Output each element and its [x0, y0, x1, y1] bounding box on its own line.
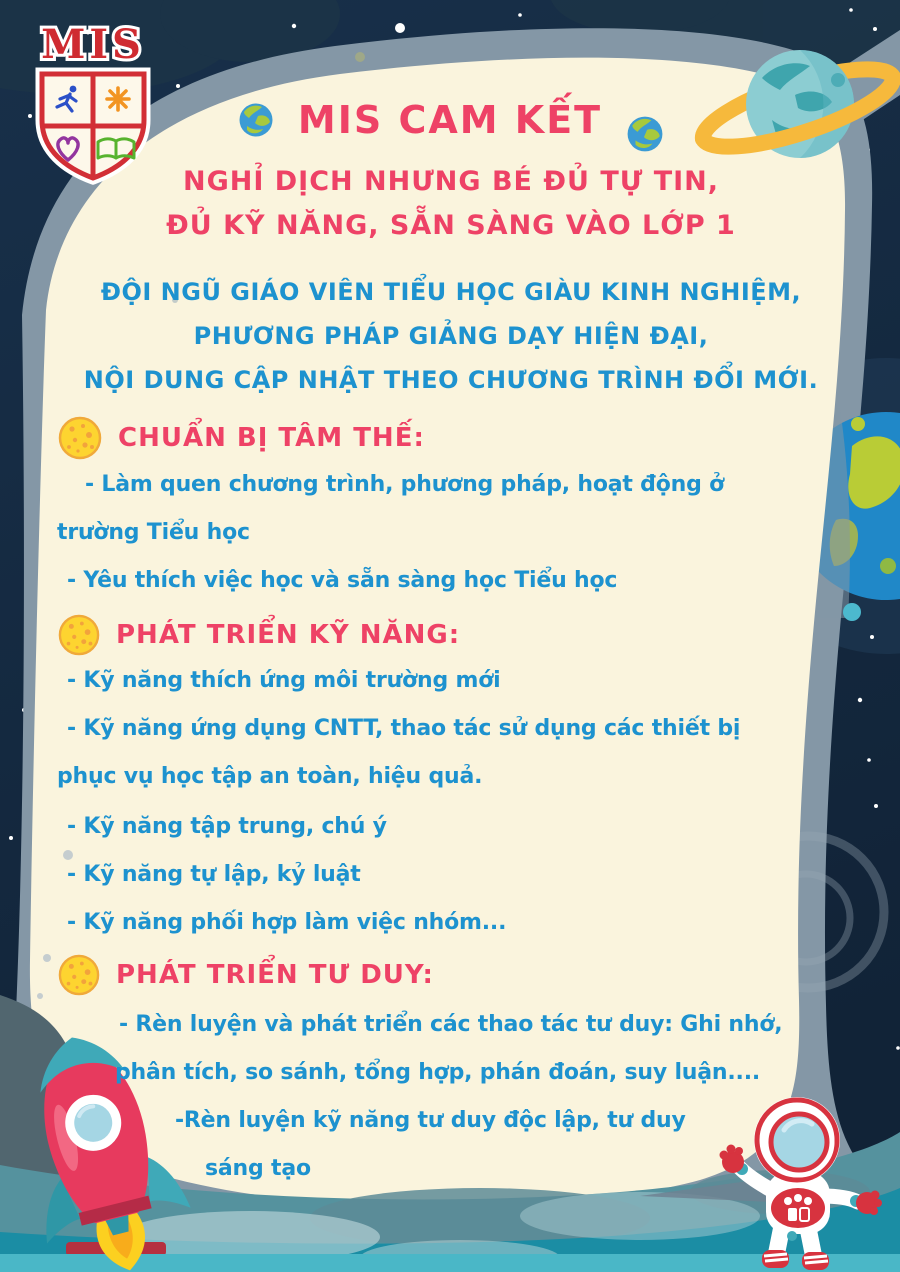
- section-heading: [58, 416, 425, 460]
- section-heading-text: PHÁT TRIỂN KỸ NĂNG:: [116, 620, 461, 650]
- earth-icon: [626, 115, 664, 153]
- bullet-line: -Rèn luyện kỹ năng tư duy độc lập, tư duy: [175, 1108, 686, 1133]
- bullet-line: - Kỹ năng tập trung, chú ý: [67, 814, 387, 839]
- bullet-line: - Kỹ năng ứng dụng CNTT, thao tác sử dụng các thiết bị: [67, 716, 741, 741]
- moon-icon: [58, 416, 102, 460]
- subtitle-line: NGHỈ DỊCH NHƯNG BÉ ĐỦ TỰ TIN,: [182, 166, 720, 197]
- bullet-line: - Kỹ năng phối hợp làm việc nhóm...: [67, 910, 507, 935]
- wrap-line: phục vụ học tập an toàn, hiệu quả.: [57, 764, 483, 789]
- bullet-line: - Làm quen chương trình, phương pháp, hoạt động ở: [85, 472, 725, 497]
- section-heading-text: CHUẨN BỊ TÂM THẾ:: [118, 423, 425, 453]
- bullet-line: - Yêu thích việc học và sẵn sàng học Tiểu học: [67, 568, 618, 593]
- wrap-line: phân tích, so sánh, tổng hợp, phán đoán, suy luận....: [115, 1060, 761, 1085]
- section-heading: [58, 954, 434, 996]
- intro-line: PHƯƠNG PHÁP GIẢNG DẠY HIỆN ĐẠI,: [193, 322, 709, 350]
- intro-line: ĐỘI NGŨ GIÁO VIÊN TIỂU HỌC GIÀU KINH NGHIỆM,: [100, 278, 802, 306]
- logo-text: MIS: [41, 21, 145, 68]
- bullet-line: - Kỹ năng thích ứng môi trường mới: [67, 668, 501, 693]
- bullet-line: - Rèn luyện và phát triển các thao tác tư duy: Ghi nhớ,: [119, 1012, 783, 1037]
- poster-title: MIS CAM KẾT: [297, 98, 603, 142]
- title-row: [56, 98, 846, 142]
- moon-icon: [58, 954, 100, 996]
- bullet-line: - Kỹ năng tự lập, kỷ luật: [67, 862, 361, 887]
- moon-icon: [58, 614, 100, 656]
- section-heading: [58, 614, 460, 656]
- wrap-line: sáng tạo: [205, 1156, 311, 1181]
- subtitle-line: ĐỦ KỸ NĂNG, SẴN SÀNG VÀO LỚP 1: [166, 210, 736, 241]
- intro-line: NỘI DUNG CẬP NHẬT THEO CHƯƠNG TRÌNH ĐỔI MỚI.: [83, 366, 819, 394]
- section-heading-text: PHÁT TRIỂN TƯ DUY:: [116, 960, 434, 990]
- earth-icon: [238, 102, 274, 138]
- wrap-line: trường Tiểu học: [57, 520, 250, 545]
